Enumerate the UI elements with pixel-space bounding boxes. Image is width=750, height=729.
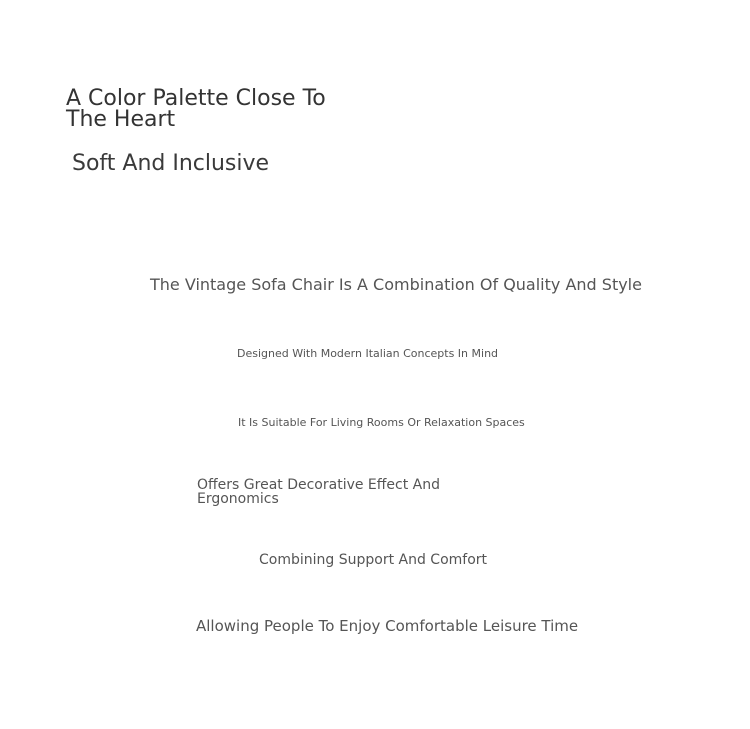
page-title: A Color Palette Close To The Heart <box>66 86 326 132</box>
feature-text: The Vintage Sofa Chair Is A Combination Of Quality And Style <box>150 275 642 294</box>
feature-text: Designed With Modern Italian Concepts In Mind <box>237 347 499 360</box>
feature-text: Combining Support And Comfort <box>259 552 488 568</box>
feature-text: It Is Suitable For Living Rooms Or Relaxation Spaces <box>238 416 525 429</box>
feature-text: Offers Great Decorative Effect And Ergonomics <box>197 477 441 507</box>
feature-text: Allowing People To Enjoy Comfortable Leisure Time <box>196 617 579 635</box>
page-subtitle: Soft And Inclusive <box>72 151 270 176</box>
